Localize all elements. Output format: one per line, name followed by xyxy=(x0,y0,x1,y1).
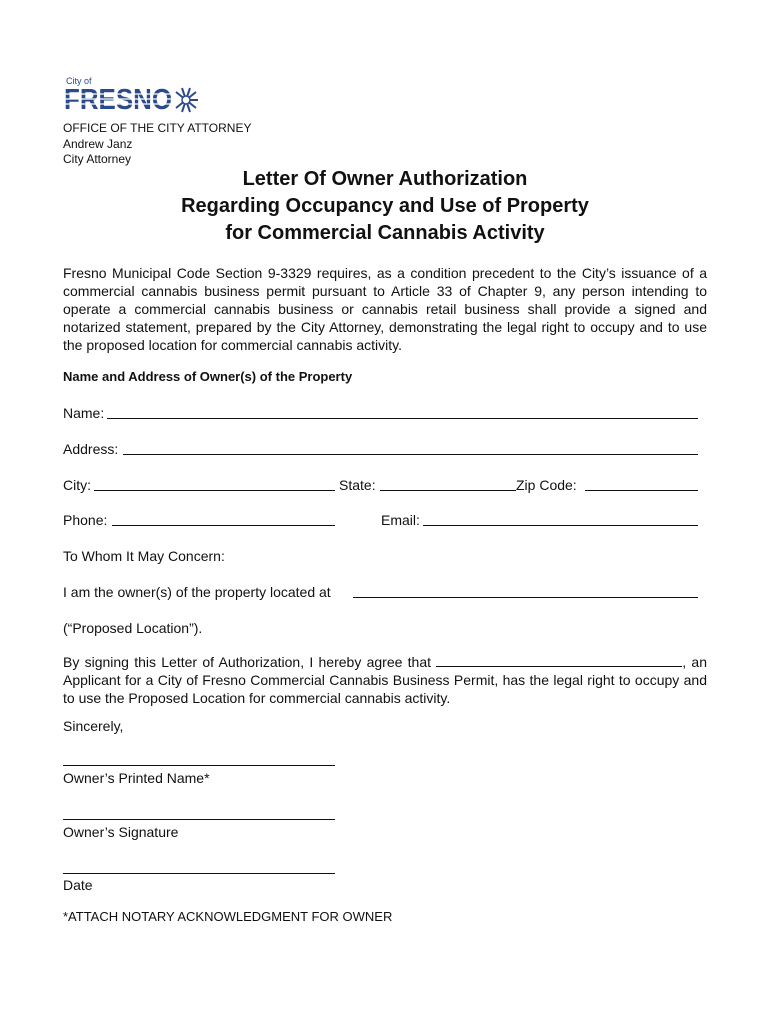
date-field[interactable] xyxy=(63,873,335,874)
phone-field[interactable] xyxy=(112,525,335,526)
title-line-2: Regarding Occupancy and Use of Property xyxy=(181,195,589,217)
property-location-field[interactable] xyxy=(353,597,698,598)
state-field[interactable] xyxy=(380,490,516,491)
proposed-location-text: (“Proposed Location”). xyxy=(63,620,203,636)
email-field[interactable] xyxy=(423,525,698,526)
office-department: OFFICE OF THE CITY ATTORNEY xyxy=(63,121,252,135)
name-field[interactable] xyxy=(107,418,698,419)
phone-label: Phone: xyxy=(63,512,108,528)
address-label: Address: xyxy=(63,441,119,457)
document-title xyxy=(0,166,770,247)
printed-name-label: Owner’s Printed Name* xyxy=(63,770,210,786)
city-logo xyxy=(64,76,204,116)
date-label: Date xyxy=(63,877,93,893)
state-label: State: xyxy=(339,477,376,493)
title-line-1: Letter Of Owner Authorization xyxy=(242,168,528,190)
office-role: City Attorney xyxy=(63,152,132,166)
owner-statement: I am the owner(s) of the property located at xyxy=(63,584,331,600)
city-field[interactable] xyxy=(94,490,335,491)
office-block xyxy=(63,121,251,168)
closing: Sincerely, xyxy=(63,718,124,734)
address-field[interactable] xyxy=(123,454,698,455)
city-label: City: xyxy=(63,477,91,493)
signature-label: Owner’s Signature xyxy=(63,824,179,840)
agreement-end: , an Applicant for a City of Fresno Commercial Cannabis Business Permit, has the legal right to occupy and to use the Proposed Location for commercial cannabis activity. xyxy=(63,654,707,706)
intro-paragraph: Fresno Municipal Code Section 9-3329 requires, as a condition precedent to the City’s issuance of a commercial cannabis business permit pursuant to Article 33 of Chapter 9, any person intending to operate a commercial cannabis business or cannabis retail business shall provide a signed and notarized statement, prepared by the City Attorney, demonstrating the legal right to occupy and to use the proposed location for commercial cannabis activity. xyxy=(63,265,707,353)
name-label: Name: xyxy=(63,405,105,421)
agreement-start: By signing this Letter of Authorization, I hereby agree that xyxy=(63,654,431,670)
notary-footnote: *ATTACH NOTARY ACKNOWLEDGMENT FOR OWNER xyxy=(63,909,393,924)
owner-section-heading: Name and Address of Owner(s) of the Property xyxy=(63,369,353,384)
logo-city-of: City of xyxy=(66,76,92,86)
signature-field[interactable] xyxy=(63,819,335,820)
zip-label: Zip Code: xyxy=(516,477,577,493)
salutation: To Whom It May Concern: xyxy=(63,548,225,564)
zip-field[interactable] xyxy=(585,490,698,491)
email-label: Email: xyxy=(381,512,420,528)
title-line-3: for Commercial Cannabis Activity xyxy=(225,222,545,244)
office-person: Andrew Janz xyxy=(63,136,133,151)
fresno-logo-icon xyxy=(64,85,200,115)
applicant-name-field[interactable] xyxy=(436,654,682,667)
printed-name-field[interactable] xyxy=(63,765,335,766)
agreement-paragraph xyxy=(63,653,707,707)
logo-wordmark: FRESNO xyxy=(64,85,172,115)
